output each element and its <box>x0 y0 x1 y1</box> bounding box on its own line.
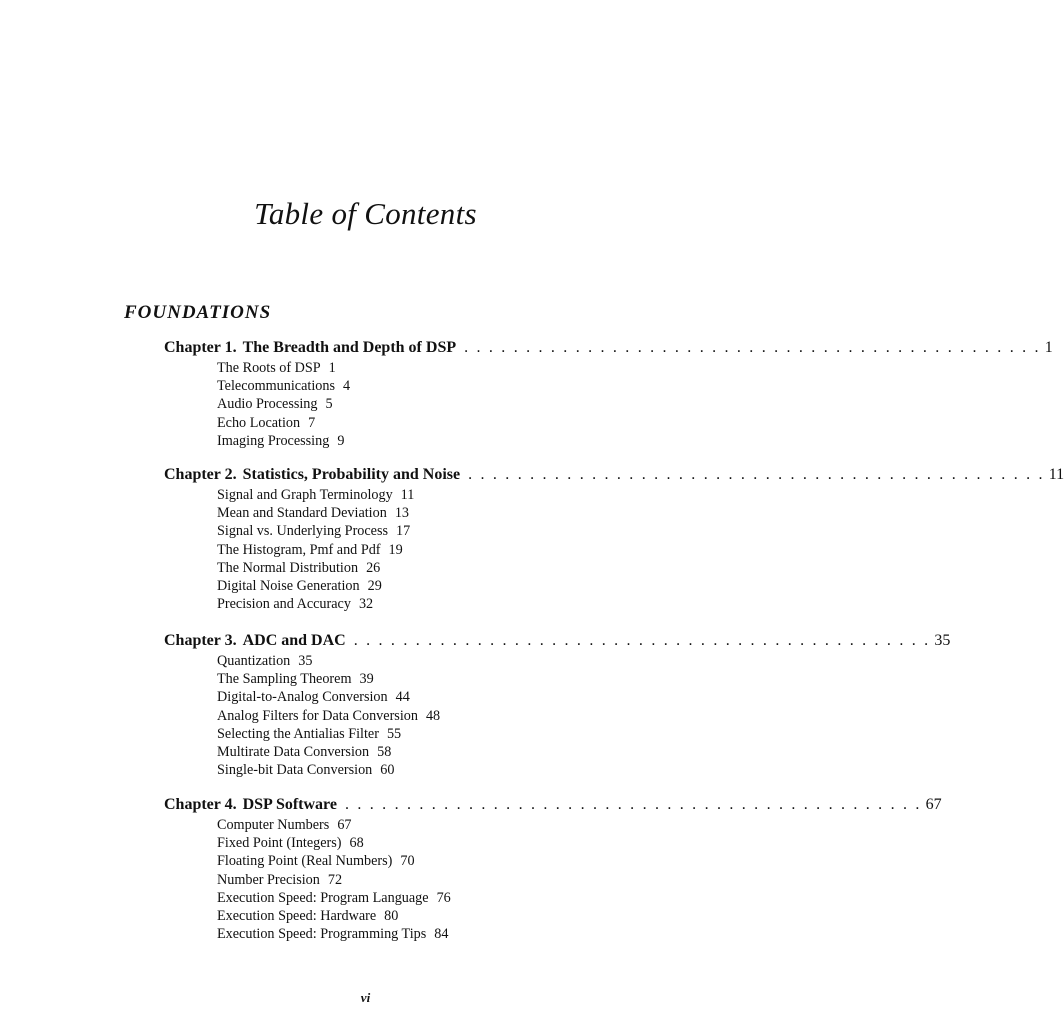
section-page-number: 1 <box>328 360 336 376</box>
section-page-number: 35 <box>298 653 313 669</box>
section-entry[interactable] <box>217 725 600 743</box>
section-page-number: 7 <box>308 414 316 431</box>
section-page-number: 68 <box>349 835 364 852</box>
section-entry[interactable] <box>217 816 600 834</box>
section-page-number: 32 <box>358 596 374 613</box>
chapter-block <box>164 464 1064 613</box>
section-entry[interactable] <box>217 414 600 432</box>
chapter-title: ADC and DAC <box>242 632 346 649</box>
section-entry[interactable] <box>217 907 600 925</box>
section-entry[interactable] <box>217 925 600 943</box>
section-title: Selecting the Antialias Filter <box>217 725 379 742</box>
section-title: Echo Location <box>217 414 301 431</box>
section-page-number: 48 <box>425 707 441 724</box>
chapter-page-number: 35 <box>934 632 951 649</box>
section-page-number: 13 <box>394 505 409 522</box>
section-entry[interactable] <box>217 852 600 870</box>
section-title: Precision and Accuracy <box>217 596 351 613</box>
chapter-number: Chapter 2. <box>164 466 237 483</box>
section-entry[interactable] <box>217 504 600 522</box>
chapter-title: DSP Software <box>242 796 337 813</box>
section-entry[interactable] <box>217 359 600 377</box>
chapter-heading[interactable] <box>164 630 951 652</box>
section-title: The Histogram, Pmf and Pdf <box>217 541 381 558</box>
section-entry[interactable] <box>217 595 600 613</box>
section-page-number: 84 <box>434 926 449 943</box>
section-title: Telecommunications <box>217 378 335 395</box>
section-title: The Roots of DSP <box>217 360 321 376</box>
section-entry[interactable] <box>217 577 600 595</box>
section-page-number: 70 <box>400 853 415 870</box>
section-entry[interactable] <box>217 559 600 577</box>
part-heading: FOUNDATIONS <box>124 302 272 323</box>
chapter-number: Chapter 1. <box>164 339 237 356</box>
chapter-block <box>164 630 951 779</box>
dot-leader: . . . . . . . . . . . . . . . . . . . . . . . . . . . . . . . . . . . . . . . . . . . . . . . <box>468 466 1045 483</box>
section-list <box>217 359 600 450</box>
section-title: Imaging Processing <box>217 432 330 449</box>
section-page-number: 76 <box>436 889 451 906</box>
section-entry[interactable] <box>217 377 600 395</box>
section-entry[interactable] <box>217 541 600 559</box>
section-entry[interactable] <box>217 688 600 706</box>
section-entry[interactable] <box>217 670 600 688</box>
section-entry[interactable] <box>217 707 600 725</box>
chapter-heading[interactable] <box>164 464 1064 486</box>
dot-leader: . . . . . . . . . . . . . . . . . . . . . . . . . . . . . . . . . . . . . . . . . . . . . . . <box>344 796 922 813</box>
section-title: Floating Point (Real Numbers) <box>217 853 393 870</box>
section-title: The Sampling Theorem <box>217 671 352 688</box>
section-page-number: 17 <box>396 523 411 540</box>
chapter-block <box>164 794 942 943</box>
section-entry[interactable] <box>217 432 600 450</box>
section-page-number: 67 <box>337 817 352 833</box>
section-page-number: 60 <box>380 762 395 779</box>
section-page-number: 29 <box>367 577 382 594</box>
chapter-title: The Breadth and Depth of DSP <box>242 339 457 356</box>
section-page-number: 39 <box>359 671 374 688</box>
section-title: Number Precision <box>217 871 320 888</box>
section-title: Signal vs. Underlying Process <box>217 523 389 540</box>
section-page-number: 9 <box>337 432 345 449</box>
section-entry[interactable] <box>217 395 600 413</box>
chapter-title: Statistics, Probability and Noise <box>242 466 461 483</box>
section-list <box>217 652 600 779</box>
section-title: Fixed Point (Integers) <box>217 835 342 852</box>
chapter-block <box>164 337 1053 450</box>
section-page-number: 26 <box>366 559 381 576</box>
chapter-number: Chapter 4. <box>164 796 237 813</box>
section-title: Multirate Data Conversion <box>217 743 370 760</box>
chapter-page-number: 1 <box>1044 339 1053 356</box>
section-list <box>217 486 600 613</box>
section-title: Digital Noise Generation <box>217 577 360 594</box>
chapter-heading[interactable] <box>164 337 1053 359</box>
section-entry[interactable] <box>217 761 600 779</box>
section-entry[interactable] <box>217 871 600 889</box>
dot-leader: . . . . . . . . . . . . . . . . . . . . . . . . . . . . . . . . . . . . . . . . . . . . . . . <box>353 632 931 649</box>
chapter-page-number: 67 <box>925 796 942 813</box>
section-title: Analog Filters for Data Conversion <box>217 707 418 724</box>
section-title: Audio Processing <box>217 396 318 413</box>
section-page-number: 19 <box>388 541 403 558</box>
chapter-page-number: 11 <box>1048 466 1064 483</box>
section-page-number: 11 <box>400 487 415 503</box>
section-title: Execution Speed: Hardware <box>217 907 377 924</box>
chapter-heading[interactable] <box>164 794 942 816</box>
section-title: Single-bit Data Conversion <box>217 762 373 779</box>
section-entry[interactable] <box>217 486 600 504</box>
section-entry[interactable] <box>217 889 600 907</box>
section-title: The Normal Distribution <box>217 559 359 576</box>
section-entry[interactable] <box>217 834 600 852</box>
section-title: Digital-to-Analog Conversion <box>217 689 388 706</box>
section-title: Execution Speed: Program Language <box>217 889 429 906</box>
section-page-number: 55 <box>386 725 402 742</box>
section-title: Signal and Graph Terminology <box>217 487 393 503</box>
section-page-number: 80 <box>384 907 399 924</box>
section-entry[interactable] <box>217 743 600 761</box>
section-title: Mean and Standard Deviation <box>217 505 387 522</box>
section-entry[interactable] <box>217 652 600 670</box>
section-page-number: 58 <box>377 743 392 760</box>
section-page-number: 44 <box>395 689 410 706</box>
chapter-number: Chapter 3. <box>164 632 237 649</box>
section-title: Execution Speed: Programming Tips <box>217 926 427 943</box>
section-list <box>217 816 600 943</box>
section-title: Quantization <box>217 653 291 669</box>
dot-leader: . . . . . . . . . . . . . . . . . . . . . . . . . . . . . . . . . . . . . . . . . . . . . . . <box>464 339 1041 356</box>
section-page-number: 4 <box>343 378 351 395</box>
section-title: Computer Numbers <box>217 817 330 833</box>
section-page-number: 5 <box>325 396 333 413</box>
page-title: Table of Contents <box>254 196 477 231</box>
section-page-number: 72 <box>327 871 343 888</box>
section-entry[interactable] <box>217 522 600 540</box>
page-number: vi <box>360 990 371 1005</box>
